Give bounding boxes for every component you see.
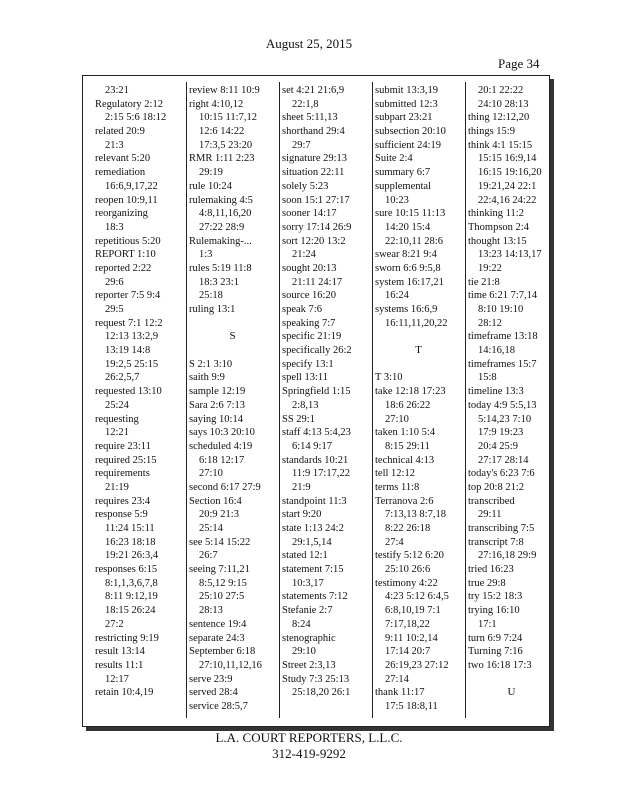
index-entry-line: Turning 7:16 <box>468 646 523 658</box>
index-entry-line: 17:5 18:8,11 <box>385 700 438 712</box>
index-entry-line: signature 29:13 <box>282 153 348 165</box>
index-entry-line: see 5:14 15:22 <box>189 536 251 548</box>
index-entry-line: swear 8:21 9:4 <box>375 249 437 261</box>
index-column-1 <box>95 84 182 700</box>
index-entry-line: 29:5 <box>105 304 124 315</box>
index-entry-line: seeing 7:11,21 <box>189 564 250 576</box>
index-entry-line: 12:21 <box>105 427 129 439</box>
index-entry-line: 9:11 10:2,14 <box>385 632 438 644</box>
index-entry-line: required 25:15 <box>95 454 157 466</box>
index-entry-line: specifically 26:2 <box>282 345 352 357</box>
index-entry-line: Springfield 1:15 <box>282 386 351 398</box>
index-entry-line: repetitious 5:20 <box>95 235 161 247</box>
index-letter-heading: T <box>415 344 422 357</box>
index-entry-line: timeline 13:3 <box>468 386 524 398</box>
index-entry-line: 29:19 <box>199 167 223 179</box>
index-entry-line: tried 16:23 <box>468 564 514 576</box>
index-entry-line <box>468 673 555 687</box>
index-entry-line: take 12:18 17:23 <box>375 386 446 398</box>
index-entry-line <box>375 358 462 372</box>
index-entry-line: 26:19,23 27:12 <box>385 659 449 671</box>
index-entry-line: 8:24 <box>292 618 311 630</box>
index-entry-line: sought 20:13 <box>282 262 337 274</box>
index-entry-line: 7:13,13 8:7,18 <box>385 509 446 521</box>
index-entry-line <box>375 330 462 344</box>
index-column-3 <box>282 84 369 700</box>
index-entry-line: set 4:21 21:6,9 <box>282 85 345 96</box>
index-entry-line: sure 10:15 11:13 <box>375 208 446 220</box>
index-entry-line: 29:6 <box>105 276 124 288</box>
index-entry-line: statements 7:12 <box>282 591 348 603</box>
index-entry-line: rules 5:19 11:8 <box>189 262 252 274</box>
index-entry-line: 12:17 <box>105 673 129 685</box>
index-entry-line: 19:2,5 25:15 <box>105 358 159 370</box>
index-entry-line: result 13:14 <box>95 646 145 658</box>
index-entry-line: today's 6:23 7:6 <box>468 468 535 480</box>
index-entry-line: specific 21:19 <box>282 331 342 343</box>
index-entry-line: 6:14 9:17 <box>292 440 332 452</box>
index-entry-line: requesting <box>95 413 139 425</box>
index-entry-line: separate 24:3 <box>189 632 245 644</box>
index-entry-line: reopen 10:9,11 <box>95 194 158 206</box>
index-entry-line: sufficient 24:19 <box>375 139 442 151</box>
index-entry-line: things 15:9 <box>468 126 515 138</box>
index-entry-line: September 6:18 <box>189 646 256 658</box>
index-entry-line: 12:13 13:2,9 <box>105 331 159 343</box>
index-entry-line: 10:23 <box>385 194 409 206</box>
index-entry-line: 20:4 25:9 <box>478 440 518 452</box>
index-entry-line: stenographic <box>282 632 336 644</box>
index-entry-line: submitted 12:3 <box>375 98 438 110</box>
index-entry-line: right 4:10,12 <box>189 98 244 110</box>
index-entry-line: Street 2:3,13 <box>282 659 336 671</box>
index-entry-line: subpart 23:21 <box>375 112 433 124</box>
index-entry-line: reported 2:22 <box>95 262 152 274</box>
index-entry-line: second 6:17 27:9 <box>189 481 261 493</box>
index-entry-line: staff 4:13 5:4,23 <box>282 427 351 439</box>
index-entry-line: systems 16:6,9 <box>375 304 438 315</box>
index-entry-line: 8:22 26:18 <box>385 523 431 534</box>
index-entry-line: saith 9:9 <box>189 372 225 384</box>
index-entry-line: speaking 7:7 <box>282 317 336 329</box>
page-number: Page 34 <box>498 56 540 71</box>
index-entry-line: two 16:18 17:3 <box>468 659 532 671</box>
index-entry-line: 27:17 28:14 <box>478 454 529 466</box>
index-entry-line: 18:3 23:1 <box>199 276 239 288</box>
index-entry-line: shorthand 29:4 <box>282 126 345 138</box>
index-entry-line: 19:22 <box>478 262 502 274</box>
index-letter-heading: S <box>229 330 236 343</box>
footer-phone: 312-419-9292 <box>272 746 346 761</box>
index-entry-line <box>189 317 276 331</box>
index-entry-line: try 15:2 18:3 <box>468 591 523 603</box>
index-entry-line: 22:10,11 28:6 <box>385 235 443 247</box>
index-entry-line: 8:15 29:11 <box>385 440 430 452</box>
index-entry-line: tie 21:8 <box>468 276 500 288</box>
index-entry-line: 12:6 14:22 <box>199 126 245 138</box>
index-entry-line: 25:24 <box>105 399 129 411</box>
index-column-4 <box>375 84 462 714</box>
index-entry-line: 19:21 26:3,4 <box>105 550 159 562</box>
index-entry-line: Section 16:4 <box>189 495 242 507</box>
index-entry-line: tell 12:12 <box>375 468 415 480</box>
index-entry-line: SS 29:1 <box>282 413 315 425</box>
index-entry-line: 21:24 <box>292 249 316 261</box>
page-footer <box>0 730 618 762</box>
index-entry-line: REPORT 1:10 <box>95 249 156 261</box>
index-entry-line: service 28:5,7 <box>189 700 248 712</box>
index-entry-line: 27:10 <box>199 468 223 480</box>
index-entry-line: serve 23:9 <box>189 673 233 685</box>
column-divider <box>372 82 373 718</box>
index-entry-line: 25:10 26:6 <box>385 564 431 576</box>
index-entry-line: S 2:1 3:10 <box>189 358 233 370</box>
index-column-5 <box>468 84 555 700</box>
index-entry-line: supplemental <box>375 180 431 192</box>
index-entry-line: says 10:3 20:10 <box>189 427 255 439</box>
index-entry-line: sorry 17:14 26:9 <box>282 221 352 233</box>
index-entry-line: 13:19 14:8 <box>105 345 151 357</box>
index-entry-line: sample 12:19 <box>189 386 246 398</box>
column-divider <box>465 82 466 718</box>
index-entry-line: Study 7:3 25:13 <box>282 673 350 685</box>
index-entry-line: 23:21 <box>105 85 129 96</box>
index-entry-line: system 16:17,21 <box>375 276 444 288</box>
index-entry-line: sheet 5:11,13 <box>282 112 338 124</box>
index-entry-line: transcribed <box>468 495 515 507</box>
index-entry-line: testify 5:12 6:20 <box>375 550 444 562</box>
index-entry-line: thinking 11:2 <box>468 208 524 220</box>
column-divider <box>186 82 187 718</box>
index-entry-line: sworn 6:6 9:5,8 <box>375 262 441 274</box>
index-entry-line: 4:23 5:12 6:4,5 <box>385 591 449 603</box>
index-entry-line: 26:2,5,7 <box>105 372 140 384</box>
index-entry-line: 2:15 5:6 18:12 <box>105 112 167 124</box>
index-entry-line: 25:18 <box>199 290 223 302</box>
index-entry-line: 27:22 28:9 <box>199 221 245 233</box>
index-entry-line: 16:11,11,20,22 <box>385 317 448 329</box>
index-entry-line: spell 13:11 <box>282 372 328 384</box>
index-entry-line: standards 10:21 <box>282 454 349 466</box>
index-entry-line: related 20:9 <box>95 126 145 138</box>
index-entry-line: retain 10:4,19 <box>95 687 154 699</box>
index-entry-line: speak 7:6 <box>282 304 322 315</box>
index-entry-line: 16:23 18:18 <box>105 536 156 548</box>
index-entry-line: results 11:1 <box>95 659 144 671</box>
index-entry-line: true 29:8 <box>468 577 506 589</box>
index-entry-line: 29:7 <box>292 139 311 151</box>
index-entry-line: 25:10 27:5 <box>199 591 245 603</box>
index-entry-line: 18:3 <box>105 221 124 233</box>
index-entry-line: Stefanie 2:7 <box>282 605 333 617</box>
index-entry-line: 15:15 16:9,14 <box>478 153 537 165</box>
index-entry-line: thank 11:17 <box>375 687 425 699</box>
index-entry-line: state 1:13 24:2 <box>282 523 344 534</box>
index-entry-line: scheduled 4:19 <box>189 440 253 452</box>
index-entry-line: 27:14 <box>385 673 409 685</box>
index-entry-line: 14:16,18 <box>478 345 516 357</box>
index-entry-line: sooner 14:17 <box>282 208 337 220</box>
index-entry-line: 17:1 <box>478 618 497 630</box>
index-entry-line: timeframe 13:18 <box>468 331 538 343</box>
index-entry-line: think 4:1 15:15 <box>468 139 533 151</box>
index-entry-line: sentence 19:4 <box>189 618 247 630</box>
index-entry-line: 21:9 <box>292 481 311 493</box>
index-entry-line: 7:17,18,22 <box>385 618 430 630</box>
index-entry-line: requested 13:10 <box>95 386 162 398</box>
index-entry-line: 16:24 <box>385 290 409 302</box>
index-entry-line: 10:3,17 <box>292 577 324 589</box>
index-entry-line: 21:19 <box>105 481 129 493</box>
index-entry-line: top 20:8 21:2 <box>468 481 525 493</box>
index-entry-line: rulemaking 4:5 <box>189 194 253 206</box>
index-entry-line: thing 12:12,20 <box>468 112 530 124</box>
index-entry-line: statement 7:15 <box>282 564 344 576</box>
index-entry-line: 24:10 28:13 <box>478 98 529 110</box>
index-entry-line: 28:13 <box>199 605 223 617</box>
index-entry-line: 6:8,10,19 7:1 <box>385 605 441 617</box>
index-entry-line: standpoint 11:3 <box>282 495 347 507</box>
index-entry-line: submit 13:3,19 <box>375 85 439 96</box>
index-entry-line: sort 12:20 13:2 <box>282 235 346 247</box>
index-entry-line: subsection 20:10 <box>375 126 446 138</box>
index-entry-line: 16:6,9,17,22 <box>105 180 158 192</box>
index-entry-line: transcript 7:8 <box>468 536 524 548</box>
index-entry-line: 10:15 11:7,12 <box>199 112 257 124</box>
index-entry-line: technical 4:13 <box>375 454 435 466</box>
index-entry-line: requires 23:4 <box>95 495 151 507</box>
index-entry-line: require 23:11 <box>95 440 151 452</box>
index-entry-line: 28:12 <box>478 317 502 329</box>
index-entry-line: testimony 4:22 <box>375 577 438 589</box>
index-entry-line: trying 16:10 <box>468 605 520 617</box>
index-entry-line: responses 6:15 <box>95 564 158 576</box>
index-letter-heading: U <box>507 686 516 699</box>
index-entry-line: 8:1,1,3,6,7,8 <box>105 577 158 589</box>
index-entry-line: RMR 1:11 2:23 <box>189 153 255 165</box>
index-entry-line: stated 12:1 <box>282 550 328 562</box>
index-entry-line: remediation <box>95 167 146 179</box>
index-entry-line: source 16:20 <box>282 290 336 302</box>
index-entry-line: reorganizing <box>95 208 148 220</box>
index-entry-line: 17:9 19:23 <box>478 427 524 439</box>
index-entry-line: T 3:10 <box>375 372 403 384</box>
index-entry-line: today 4:9 5:5,13 <box>468 399 537 411</box>
index-entry-line: ruling 13:1 <box>189 304 236 315</box>
index-entry-line: 17:14 20:7 <box>385 646 431 658</box>
index-entry-line: 19:21,24 22:1 <box>478 180 537 192</box>
index-entry-line: taken 1:10 5:4 <box>375 427 436 439</box>
index-entry-line: 14:20 15:4 <box>385 221 431 233</box>
index-entry-line: 20:9 21:3 <box>199 509 239 521</box>
index-entry-line: 29:11 <box>478 509 502 521</box>
index-entry-line: 15:8 <box>478 372 497 384</box>
index-entry-line: timeframes 15:7 <box>468 358 537 370</box>
column-divider <box>279 82 280 718</box>
index-entry-line: 11:9 17:17,22 <box>292 468 350 480</box>
index-entry-line: 8:11 9:12,19 <box>105 591 158 603</box>
index-entry-line: restricting 9:19 <box>95 632 159 644</box>
index-entry-line: situation 22:11 <box>282 167 345 179</box>
index-entry-line: specify 13:1 <box>282 358 334 370</box>
index-entry-line: 25:18,20 26:1 <box>292 687 351 699</box>
index-entry-line: rule 10:24 <box>189 180 232 192</box>
index-entry-line: transcribing 7:5 <box>468 523 535 534</box>
index-entry-line: soon 15:1 27:17 <box>282 194 350 206</box>
index-entry-line: 8:5,12 9:15 <box>199 577 247 589</box>
index-entry-line: terms 11:8 <box>375 481 420 493</box>
index-entry-line: 13:23 14:13,17 <box>478 249 542 261</box>
index-entry-line: request 7:1 12:2 <box>95 317 163 329</box>
index-entry-line: Rulemaking-... <box>189 235 252 247</box>
index-entry-line: 27:10 <box>385 413 409 425</box>
index-entry-line: turn 6:9 7:24 <box>468 632 523 644</box>
index-entry-line: 27:10,11,12,16 <box>199 659 262 671</box>
index-entry-line: 18:15 26:24 <box>105 605 156 617</box>
index-entry-line: 21:11 24:17 <box>292 276 343 288</box>
index-entry-line: 29:1,5,14 <box>292 536 332 548</box>
index-entry-line: served 28:4 <box>189 687 238 699</box>
index-entry-line: reporter 7:5 9:4 <box>95 290 161 302</box>
index-entry-line: response 5:9 <box>95 509 148 521</box>
index-entry-line: 27:2 <box>105 618 124 630</box>
index-entry-line: saying 10:14 <box>189 413 243 425</box>
index-entry-line: 8:10 19:10 <box>478 304 524 315</box>
index-entry-line: start 9:20 <box>282 509 322 521</box>
index-entry-line: 2:8,13 <box>292 399 319 411</box>
index-entry-line: Thompson 2:4 <box>468 221 529 233</box>
index-entry-line: 17:3,5 23:20 <box>199 139 253 151</box>
index-entry-line: 5:14,23 7:10 <box>478 413 532 425</box>
index-entry-line: 26:7 <box>199 550 218 562</box>
index-entry-line: 20:1 22:22 <box>478 85 524 96</box>
index-entry-line: 29:10 <box>292 646 316 658</box>
index-entry-line: Regulatory 2:12 <box>95 98 163 110</box>
index-entry-line: Sara 2:6 7:13 <box>189 399 245 411</box>
index-entry-line: 1:3 <box>199 249 213 261</box>
index-entry-line: 27:16,18 29:9 <box>478 550 537 562</box>
index-entry-line: 21:3 <box>105 139 124 151</box>
index-entry-line: 25:14 <box>199 523 223 534</box>
index-entry-line: summary 6:7 <box>375 167 431 179</box>
index-entry-line: solely 5:23 <box>282 180 329 192</box>
index-entry-line: Suite 2:4 <box>375 153 413 165</box>
index-entry-line: 18:6 26:22 <box>385 399 431 411</box>
index-entry-line: 27:4 <box>385 536 404 548</box>
index-entry-line: review 8:11 10:9 <box>189 85 260 96</box>
index-entry-line: thought 13:15 <box>468 235 527 247</box>
index-entry-line: 11:24 15:11 <box>105 523 155 534</box>
word-index-box <box>82 75 550 727</box>
index-entry-line: 22:4,16 24:22 <box>478 194 537 206</box>
index-entry-line: 16:15 19:16,20 <box>478 167 542 179</box>
index-entry-line: relevant 5:20 <box>95 153 151 165</box>
footer-company: L.A. COURT REPORTERS, L.L.C. <box>215 730 403 745</box>
index-entry-line: 6:18 12:17 <box>199 454 245 466</box>
index-entry-line <box>189 344 276 358</box>
report-date: August 25, 2015 <box>265 36 353 51</box>
index-entry-line: 22:1,8 <box>292 98 319 110</box>
index-entry-line: 4:8,11,16,20 <box>199 208 252 220</box>
index-entry-line: time 6:21 7:7,14 <box>468 290 538 302</box>
index-entry-line: Terranova 2:6 <box>375 495 434 507</box>
index-column-2 <box>189 84 276 714</box>
index-entry-line: requirements <box>95 468 150 480</box>
